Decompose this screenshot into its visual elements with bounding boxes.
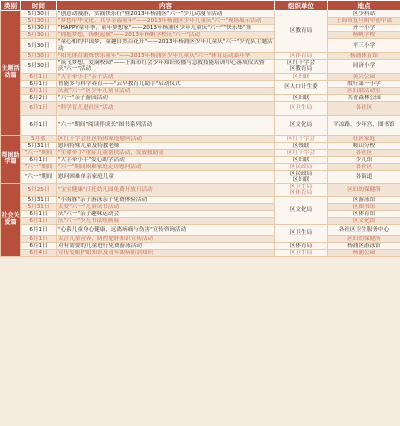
row-location: 少儿馆 bbox=[328, 156, 400, 163]
table-row bbox=[1, 73, 400, 80]
row-org: 区文化局 bbox=[275, 115, 328, 135]
row-location: 杨浦区游泳馆 bbox=[328, 242, 400, 249]
row-event: 庆"六一"亲子趣味运动会 bbox=[57, 210, 275, 217]
row-event: "六一"期间困难家庭走访慰问活动 bbox=[57, 163, 275, 170]
row-event: "阳光体育锻炼快乐童年"——2013年杨浦区少年儿童庆"六一"体育运动嘉年华 bbox=[57, 52, 275, 59]
row-location: 区图书馆 bbox=[328, 203, 400, 210]
row-org: 区民政局 bbox=[275, 163, 328, 170]
row-org: 区红十字会 bbox=[275, 135, 328, 142]
row-event: "大手牵小手"亲子活动 bbox=[57, 73, 275, 80]
row-org: 区卫生局 区体育局 bbox=[275, 183, 328, 196]
row-date: 6月1日 bbox=[21, 210, 57, 217]
row-event: "六一"亲子游园活动 bbox=[57, 94, 275, 101]
row-location: 各社区 bbox=[328, 101, 400, 115]
row-location: 各社区 bbox=[328, 163, 400, 170]
row-location: 杨帆学校 bbox=[328, 32, 400, 39]
row-event: "心系儿童身心健康，远离病痛与伤害"宣传咨询活动 bbox=[57, 224, 275, 235]
row-date: 6月1日 bbox=[21, 80, 57, 87]
row-org: 区民政局 区妇联 bbox=[275, 170, 328, 183]
row-org: 区残联 bbox=[275, 142, 328, 149]
row-event: 慰问困难单亲家庭儿童 bbox=[57, 170, 275, 183]
row-org: 区人口计生委 bbox=[275, 80, 328, 94]
table-row bbox=[1, 249, 400, 256]
table-row bbox=[1, 224, 400, 235]
table-row bbox=[1, 25, 400, 32]
row-event: "筑飞梦想，爱满校园"——上海市红会少年知识传播与急救技能培训中心落成仪式暨庆"六一"活动 bbox=[57, 60, 275, 74]
row-date: 6月1日 bbox=[21, 242, 57, 249]
table-row bbox=[1, 115, 400, 135]
row-event: "创意动漫游，实践快乐行"暨2013年杨浦区"六一"少儿动漫节活动 bbox=[57, 11, 275, 18]
row-org: 区卫生局 bbox=[275, 224, 328, 242]
row-location: 区妇幼保健所 bbox=[328, 183, 400, 196]
table-row bbox=[1, 163, 400, 170]
row-org: 区妇联 bbox=[275, 73, 328, 80]
row-location: 平三小学 bbox=[328, 39, 400, 53]
row-location: 杨浦公园 bbox=[328, 249, 400, 256]
row-org: 区卫生局 bbox=[275, 101, 328, 115]
row-location: 区文化馆 bbox=[328, 217, 400, 224]
row-location: 殷行第一小学 bbox=[328, 80, 400, 87]
row-location: 区少科站 bbox=[328, 11, 400, 18]
row-date: 5月30日 bbox=[21, 32, 57, 39]
row-event: "六一"期间"阅读伴成长"图书系列活动 bbox=[57, 115, 275, 135]
row-date: 6月1日 bbox=[21, 156, 57, 163]
row-event: 对有需要的儿童进行免费游泳活动 bbox=[57, 242, 275, 249]
row-location: 社区家庭 bbox=[328, 135, 400, 142]
row-date: 5月30日 bbox=[21, 25, 57, 32]
row-location: 区妇幼保健所 bbox=[328, 235, 400, 242]
row-org: 区卫生局 bbox=[275, 249, 328, 256]
row-date: 6月1日 bbox=[21, 73, 57, 80]
row-date: 5月31日 bbox=[21, 142, 57, 149]
table-row bbox=[1, 210, 400, 217]
row-location: 区体育馆 bbox=[328, 210, 400, 217]
row-date: 5月30日 bbox=[21, 39, 57, 53]
row-org: 区教育局 bbox=[275, 11, 328, 53]
row-event: 宣传爱眼护眼知识及青年眼病防治知识 bbox=[57, 249, 275, 256]
row-org: 区文化局 bbox=[275, 196, 328, 224]
row-event: "大手牵小手"爱心助学活动 bbox=[57, 156, 275, 163]
table-row bbox=[1, 52, 400, 59]
row-event: 关注儿童营养，防控肥胖知识宣传活动 bbox=[57, 235, 275, 242]
row-org: 区妇联 bbox=[275, 156, 328, 163]
row-date: 6月1日 bbox=[21, 87, 57, 94]
row-event: "宝宝健康"日托幼儿园免费开放日活动 bbox=[57, 183, 275, 196]
row-date: 5月25日 bbox=[21, 183, 57, 196]
row-date: 6月1日 bbox=[21, 235, 57, 242]
row-event: 区红十字会社区特困家庭慰问活动 bbox=[57, 135, 275, 142]
row-event: 慰问特殊儿童及特教老师 bbox=[57, 142, 275, 149]
row-date: 5月31日 bbox=[21, 196, 57, 203]
row-event: 智能多与科学养育——"云早教育儿助手"启动仪式 bbox=[57, 80, 275, 87]
row-date: 6月1日 bbox=[21, 224, 57, 235]
table-row bbox=[1, 242, 400, 249]
row-date: "六一"期间 bbox=[21, 149, 57, 156]
header-location: 地点 bbox=[328, 1, 400, 11]
row-date: "六一"期间 bbox=[21, 170, 57, 183]
row-date: "六一"期间 bbox=[21, 163, 57, 170]
row-date: 5月30日 bbox=[21, 11, 57, 18]
table-row bbox=[1, 183, 400, 196]
row-location: 杨浦体育馆 bbox=[328, 52, 400, 59]
row-location: 各街道 bbox=[328, 170, 400, 183]
category-charity: 帮困助学篇 bbox=[1, 135, 21, 183]
row-location: 各社区 bbox=[328, 149, 400, 156]
header-row bbox=[1, 1, 400, 11]
table-row bbox=[1, 196, 400, 203]
row-event: 庆祝"六一"区少年儿童节活动 bbox=[57, 87, 275, 94]
row-date: 6月2日 bbox=[21, 94, 57, 101]
row-location: 同济小学 bbox=[328, 60, 400, 74]
category-theme: 主题活动篇 bbox=[1, 11, 21, 136]
row-event: "童心相约中国梦，童趣自然百花开"——2013年杨浦区少年儿童庆"六一"少先队主题活动 bbox=[58, 39, 273, 52]
row-event: "梦想中华文化，共享幸福童年"——2013年杨浦区少年儿童庆"六一"现场展示活动 bbox=[57, 18, 275, 25]
row-event: "HAPPY童年季，童年梦想家"——2013年杨浦区少年儿童庆"六一""快乐集"签 bbox=[57, 25, 275, 32]
table-row bbox=[1, 94, 400, 101]
row-date: 6月1日 bbox=[21, 101, 57, 115]
table-row bbox=[1, 39, 400, 53]
table-row bbox=[1, 87, 400, 94]
row-location: 区妇联活动室 bbox=[328, 87, 400, 94]
category-society: 社会关爱篇 bbox=[1, 183, 21, 256]
row-event: 庆"六一"少儿书法绘画展 bbox=[57, 217, 275, 224]
table-row bbox=[1, 80, 400, 87]
row-location: 鞍山分校 bbox=[328, 142, 400, 149]
table-row bbox=[1, 18, 400, 25]
row-location: 共青森林公园 bbox=[328, 94, 400, 101]
header-org: 组织单位 bbox=[275, 1, 328, 11]
table-row bbox=[1, 32, 400, 39]
row-location: 区游泳馆 bbox=[328, 196, 400, 203]
table-row bbox=[1, 203, 400, 210]
row-location: 齐一小学 bbox=[328, 25, 400, 32]
table-row bbox=[1, 142, 400, 149]
table-row bbox=[1, 60, 400, 74]
row-date: 5月底 bbox=[21, 135, 57, 142]
row-location: 平凉路、少年宫、图书馆 bbox=[328, 115, 400, 135]
header-category: 类别 bbox=[1, 1, 21, 11]
table-row bbox=[1, 101, 400, 115]
row-date: 5月30日 bbox=[21, 60, 57, 74]
row-org: 区妇联 bbox=[275, 94, 328, 101]
row-event: "生命牵手"重症儿童帮扶活动，发放救助金 bbox=[57, 149, 275, 156]
row-date: 5月30日 bbox=[21, 52, 57, 59]
header-time: 时间 bbox=[21, 1, 57, 11]
row-event: 关爱"六一"儿童读书活动 bbox=[57, 203, 275, 210]
table-row bbox=[1, 170, 400, 183]
table-row bbox=[1, 217, 400, 224]
row-date: 5月30日 bbox=[21, 18, 57, 25]
row-event: "拥抱梦想，扬帆起航"——2013年杨帆学校庆"六一"活动 bbox=[57, 32, 275, 39]
table-row bbox=[1, 149, 400, 156]
table-row bbox=[1, 11, 400, 18]
row-location: 各社区卫生服务中心 bbox=[328, 224, 400, 235]
row-org: 区体育局 bbox=[275, 52, 328, 59]
row-date: 6月4日 bbox=[21, 249, 57, 256]
row-date: 6月1日 bbox=[21, 115, 57, 135]
row-event: "科学育儿进社区"活动 bbox=[57, 101, 275, 115]
row-org: 区红十字会 区教育局 bbox=[275, 60, 328, 74]
header-content: 内容 bbox=[57, 1, 275, 11]
row-date: 6月1日 bbox=[21, 217, 57, 224]
table-row bbox=[1, 235, 400, 242]
table-row bbox=[1, 135, 400, 142]
row-date: 5月31日 bbox=[21, 203, 57, 210]
row-org: 区体育局 bbox=[275, 242, 328, 249]
row-location: 黄兴公园 bbox=[328, 73, 400, 80]
row-location: 上海市复旦附中初中部 bbox=[328, 18, 400, 25]
row-event: "小海豚"亲子游泳亲子免费体验活动 bbox=[57, 196, 275, 203]
row-org: 区红十字会 bbox=[275, 149, 328, 156]
table-row bbox=[1, 156, 400, 163]
